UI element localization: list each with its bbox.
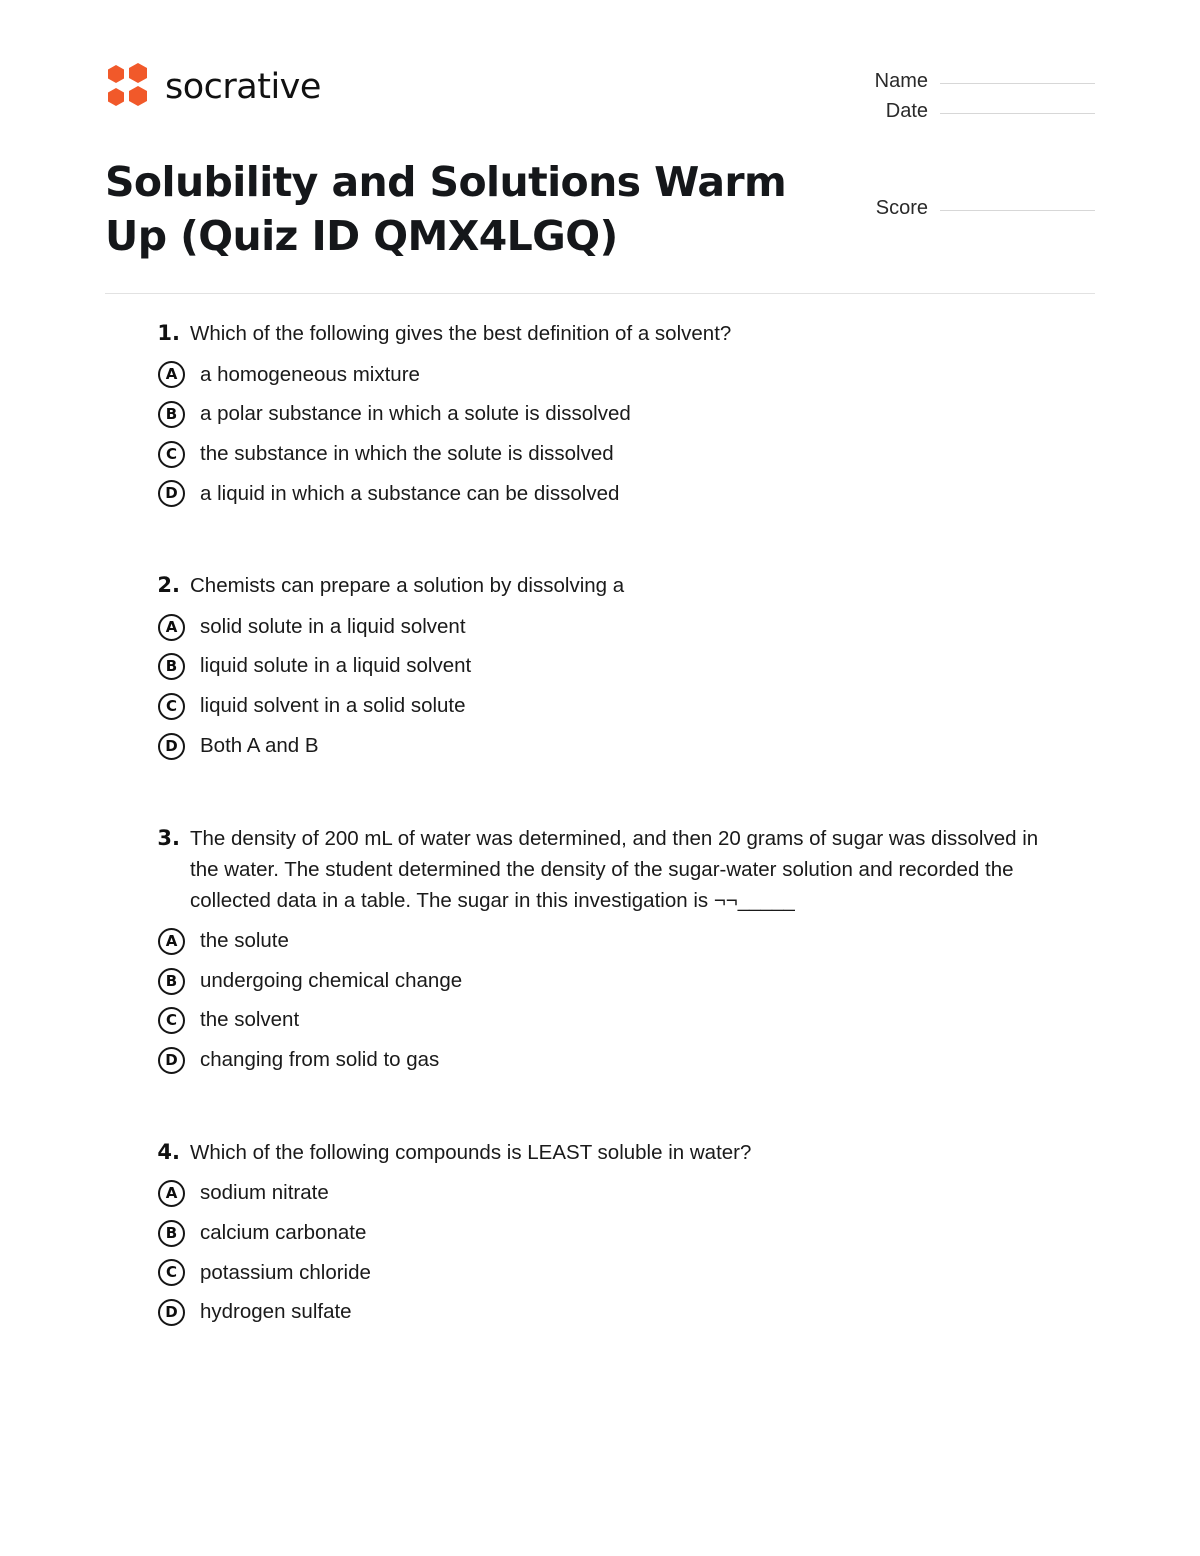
- socrative-hexagons-icon: [105, 62, 151, 112]
- student-info-fields: [855, 70, 1095, 227]
- score-field-row: [855, 197, 1095, 220]
- page-header: [0, 0, 1200, 295]
- option-letter-b[interactable]: B: [158, 653, 185, 680]
- option-text: changing from solid to gas: [200, 1048, 440, 1072]
- option-text: sodium nitrate: [200, 1181, 329, 1205]
- question-item: [0, 1137, 1200, 1327]
- answer-options: [0, 361, 1200, 509]
- option-letter-a[interactable]: A: [158, 361, 185, 388]
- option-text: the solute: [200, 928, 289, 952]
- answer-option[interactable]: [0, 440, 1200, 469]
- option-letter-c[interactable]: C: [158, 441, 185, 468]
- answer-option[interactable]: [0, 480, 1200, 509]
- answer-options: [0, 927, 1200, 1075]
- question-header: [0, 1137, 1200, 1169]
- option-text: the solvent: [200, 1008, 300, 1032]
- date-field-label: Date: [885, 100, 928, 122]
- score-field-label: Score: [875, 197, 928, 219]
- question-header: [0, 318, 1200, 350]
- answer-option[interactable]: [0, 613, 1200, 642]
- questions-list: [0, 318, 1200, 1371]
- answer-option[interactable]: [0, 1298, 1200, 1327]
- answer-option[interactable]: [0, 1046, 1200, 1075]
- option-letter-a[interactable]: A: [158, 928, 185, 955]
- option-text: liquid solute in a liquid solvent: [200, 654, 472, 678]
- answer-options: [0, 613, 1200, 761]
- option-letter-b[interactable]: B: [158, 1220, 185, 1247]
- option-letter-b[interactable]: B: [158, 401, 185, 428]
- answer-option[interactable]: [0, 400, 1200, 429]
- question-text: Chemists can prepare a solution by dissolving a: [190, 574, 625, 598]
- question-header: [0, 823, 1200, 916]
- header-divider: [105, 293, 1095, 294]
- answer-option[interactable]: [0, 927, 1200, 956]
- socrative-logo: [105, 62, 321, 112]
- question-text: The density of 200 mL of water was determined, and then 20 grams of sugar was dissolved in the water. The student determined the density of the sugar-water solution and recorded the collected data in a table. The sugar in this investigation is ¬¬_____: [190, 826, 1039, 912]
- option-letter-c[interactable]: C: [158, 1259, 185, 1286]
- option-text: undergoing chemical change: [200, 968, 463, 992]
- question-number: 2.: [157, 573, 180, 598]
- option-text: Both A and B: [200, 733, 319, 757]
- page-title: Solubility and Solutions Warm Up (Quiz ID QMX4LGQ): [105, 158, 787, 261]
- option-text: a homogeneous mixture: [200, 362, 420, 386]
- answer-option[interactable]: [0, 967, 1200, 996]
- option-letter-b[interactable]: B: [158, 968, 185, 995]
- option-letter-c[interactable]: C: [158, 1007, 185, 1034]
- question-number: 4.: [157, 1139, 180, 1164]
- option-text: the substance in which the solute is dissolved: [200, 441, 614, 465]
- question-item: [0, 318, 1200, 508]
- answer-option[interactable]: [0, 1179, 1200, 1208]
- option-letter-d[interactable]: D: [158, 480, 185, 507]
- date-field-row: [855, 100, 1095, 123]
- answer-option[interactable]: [0, 1006, 1200, 1035]
- option-letter-d[interactable]: D: [158, 733, 185, 760]
- option-letter-a[interactable]: A: [158, 614, 185, 641]
- score-field-input[interactable]: [940, 209, 1095, 211]
- option-text: a polar substance in which a solute is dissolved: [200, 402, 631, 426]
- option-text: solid solute in a liquid solvent: [200, 614, 466, 638]
- option-text: liquid solvent in a solid solute: [200, 694, 466, 718]
- option-letter-c[interactable]: C: [158, 693, 185, 720]
- question-text: Which of the following compounds is LEAST soluble in water?: [190, 1140, 752, 1164]
- option-text: hydrogen sulfate: [200, 1300, 352, 1324]
- answer-options: [0, 1179, 1200, 1327]
- question-header: [0, 570, 1200, 602]
- answer-option[interactable]: [0, 732, 1200, 761]
- option-letter-a[interactable]: A: [158, 1180, 185, 1207]
- socrative-wordmark: socrative: [165, 66, 321, 107]
- option-text: potassium chloride: [200, 1260, 371, 1284]
- question-number: 3.: [157, 825, 180, 850]
- question-text: Which of the following gives the best definition of a solvent?: [190, 322, 732, 345]
- answer-option[interactable]: [0, 361, 1200, 390]
- name-field-row: [855, 70, 1095, 93]
- question-number: 1.: [157, 321, 180, 345]
- question-item: [0, 823, 1200, 1075]
- answer-option[interactable]: [0, 1219, 1200, 1248]
- name-field-input[interactable]: [940, 82, 1095, 84]
- answer-option[interactable]: [0, 692, 1200, 721]
- option-text: a liquid in which a substance can be dissolved: [200, 481, 620, 505]
- answer-option[interactable]: [0, 1259, 1200, 1288]
- option-text: calcium carbonate: [200, 1220, 367, 1244]
- question-item: [0, 570, 1200, 760]
- option-letter-d[interactable]: D: [158, 1047, 185, 1074]
- name-field-label: Name: [874, 70, 928, 92]
- date-field-input[interactable]: [940, 112, 1095, 114]
- answer-option[interactable]: [0, 652, 1200, 681]
- option-letter-d[interactable]: D: [158, 1299, 185, 1326]
